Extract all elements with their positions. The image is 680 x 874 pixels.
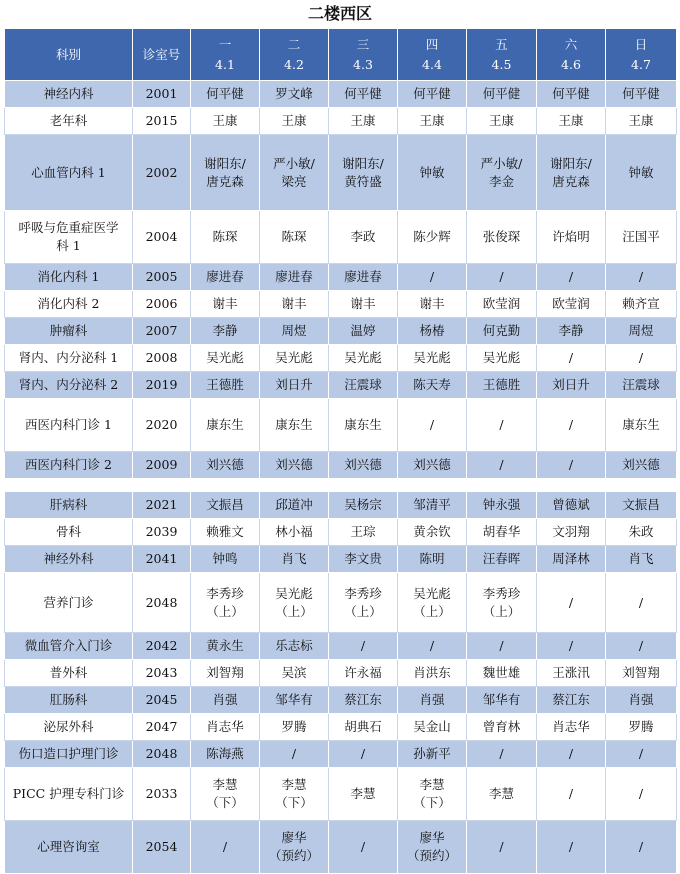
doctor-cell: 邹华有 [260,687,329,714]
doctor-cell: / [606,741,677,768]
table-row [5,546,677,573]
header-date: 4.5 [491,56,512,72]
doctor-cell: 汪国平 [606,211,677,264]
doctor-cell: 严小敏/ 李金 [467,135,537,211]
doctor-cell: 刘日升 [537,372,606,399]
doctor-cell: / [606,345,677,372]
doctor-cell: 刘兴德 [260,452,329,479]
room-cell: 2033 [133,768,191,821]
table-row [5,108,677,135]
doctor-cell: 许焰明 [537,211,606,264]
doctor-cell: 吴杨宗 [329,492,398,519]
doctor-cell: 陈明 [398,546,467,573]
doctor-cell: / [537,573,606,633]
doctor-cell: 李静 [191,318,260,345]
doctor-cell: 吴光彪 （上） [398,573,467,633]
doctor-cell: 温婷 [329,318,398,345]
dept-cell: 伤口造口护理门诊 [5,741,133,768]
table-row [5,211,677,264]
dept-cell: 肛肠科 [5,687,133,714]
doctor-cell: 钟敏 [606,135,677,211]
table-row [5,768,677,821]
header-dept: 科别 [5,29,133,81]
doctor-cell: 肖洪东 [398,660,467,687]
header-day: 六 [564,36,578,52]
doctor-cell: 肖强 [606,687,677,714]
doctor-cell: / [329,633,398,660]
table-row [5,573,677,633]
doctor-cell: / [398,399,467,452]
doctor-cell: 谢阳东/ 黄符盛 [329,135,398,211]
doctor-cell: 李秀珍 （上） [467,573,537,633]
header-day: 一 [218,36,232,52]
doctor-cell: 吴滨 [260,660,329,687]
doctor-cell: 魏世雄 [467,660,537,687]
doctor-cell: 罗腾 [260,714,329,741]
doctor-cell: 朱政 [606,519,677,546]
doctor-cell: / [467,264,537,291]
table-row [5,345,677,372]
table-row [5,399,677,452]
room-cell: 2006 [133,291,191,318]
doctor-cell: 肖强 [191,687,260,714]
doctor-cell: / [467,821,537,874]
doctor-cell: 欧莹润 [467,291,537,318]
dept-cell: 老年科 [5,108,133,135]
doctor-cell: 陈琛 [191,211,260,264]
doctor-cell: 廖华 （预约） [398,821,467,874]
header-day-col [606,29,677,81]
doctor-cell: 谢阳东/ 唐克森 [191,135,260,211]
doctor-cell: 刘兴德 [329,452,398,479]
table-row [5,687,677,714]
header-day-col [191,29,260,81]
doctor-cell: 王德胜 [191,372,260,399]
header-date: 4.4 [422,56,442,72]
table-row [5,318,677,345]
doctor-cell: / [467,633,537,660]
table-row [5,633,677,660]
doctor-cell: / [260,741,329,768]
doctor-cell: 孙新平 [398,741,467,768]
doctor-cell: 邹清平 [398,492,467,519]
dept-cell: 普外科 [5,660,133,687]
doctor-cell: 林小福 [260,519,329,546]
room-cell: 2048 [133,741,191,768]
doctor-cell: / [467,399,537,452]
room-cell: 2045 [133,687,191,714]
doctor-cell: 陈琛 [260,211,329,264]
page-title: 二楼西区 [307,4,372,23]
doctor-cell: 李慧 （下） [191,768,260,821]
room-cell: 2004 [133,211,191,264]
doctor-cell: 王康 [606,108,677,135]
doctor-cell: 汪震球 [606,372,677,399]
room-cell: 2020 [133,399,191,452]
doctor-cell: 李慧 [329,768,398,821]
doctor-cell: 谢丰 [398,291,467,318]
doctor-cell: 刘兴德 [606,452,677,479]
room-cell: 2054 [133,821,191,874]
doctor-cell: / [398,264,467,291]
room-cell: 2019 [133,372,191,399]
doctor-cell: 王康 [329,108,398,135]
doctor-cell: 乐志标 [260,633,329,660]
header-day: 二 [287,36,301,52]
room-cell: 2001 [133,81,191,108]
schedule-table-upper [4,28,677,479]
doctor-cell: 王琮 [329,519,398,546]
doctor-cell: 李秀珍 （上） [191,573,260,633]
doctor-cell: 康东生 [260,399,329,452]
header-row [5,29,677,81]
doctor-cell: 谢丰 [329,291,398,318]
header-room: 诊室号 [133,29,191,81]
dept-cell: 心理咨询室 [5,821,133,874]
dept-cell: 微血管介入门诊 [5,633,133,660]
header-day: 三 [356,36,370,52]
doctor-cell: / [606,633,677,660]
room-cell: 2041 [133,546,191,573]
dept-cell: 神经外科 [5,546,133,573]
doctor-cell: / [467,452,537,479]
doctor-cell: / [537,821,606,874]
doctor-cell: / [537,633,606,660]
doctor-cell: 王康 [467,108,537,135]
header-day: 日 [634,36,648,52]
doctor-cell: 罗文峰 [260,81,329,108]
room-cell: 2042 [133,633,191,660]
doctor-cell: / [537,452,606,479]
doctor-cell: 赖齐宣 [606,291,677,318]
doctor-cell: 邱道冲 [260,492,329,519]
doctor-cell: 文羽翔 [537,519,606,546]
doctor-cell: 张俊琛 [467,211,537,264]
doctor-cell: 李文贵 [329,546,398,573]
doctor-cell: / [606,573,677,633]
doctor-cell: 何平健 [329,81,398,108]
table-row [5,660,677,687]
doctor-cell: 严小敏/ 梁亮 [260,135,329,211]
dept-cell: 消化内科 1 [5,264,133,291]
header-day: 四 [425,36,439,52]
doctor-cell: / [537,345,606,372]
doctor-cell: 何平健 [606,81,677,108]
room-cell: 2009 [133,452,191,479]
doctor-cell: / [329,741,398,768]
doctor-cell: 胡春华 [467,519,537,546]
doctor-cell: 陈少辉 [398,211,467,264]
doctor-cell: / [537,768,606,821]
dept-cell: 西医内科门诊 1 [5,399,133,452]
header-day-col [467,29,537,81]
table-row [5,519,677,546]
doctor-cell: / [329,821,398,874]
doctor-cell: 钟鸣 [191,546,260,573]
doctor-cell: 康东生 [329,399,398,452]
doctor-cell: 吴光彪 [260,345,329,372]
doctor-cell: / [606,264,677,291]
dept-cell: 消化内科 2 [5,291,133,318]
doctor-cell: / [467,741,537,768]
doctor-cell: 胡典石 [329,714,398,741]
doctor-cell: 黄余钦 [398,519,467,546]
doctor-cell: 廖进春 [329,264,398,291]
doctor-cell: 邹华有 [467,687,537,714]
room-cell: 2015 [133,108,191,135]
doctor-cell: 谢丰 [191,291,260,318]
doctor-cell: 蔡江东 [537,687,606,714]
room-cell: 2043 [133,660,191,687]
doctor-cell: 何平健 [537,81,606,108]
doctor-cell: 王德胜 [467,372,537,399]
doctor-cell: 赖雅文 [191,519,260,546]
doctor-cell: 王康 [260,108,329,135]
doctor-cell: 蔡江东 [329,687,398,714]
doctor-cell: 吴光彪 [467,345,537,372]
doctor-cell: 李政 [329,211,398,264]
doctor-cell: 钟敏 [398,135,467,211]
doctor-cell: 文振昌 [606,492,677,519]
doctor-cell: 王康 [398,108,467,135]
doctor-cell: 廖进春 [191,264,260,291]
doctor-cell: 汪震球 [329,372,398,399]
dept-cell: 肿瘤科 [5,318,133,345]
dept-cell: 呼吸与危重症医学 科 1 [5,211,133,264]
dept-cell: 泌尿外科 [5,714,133,741]
doctor-cell: 何克勤 [467,318,537,345]
room-cell: 2048 [133,573,191,633]
table-row [5,291,677,318]
doctor-cell: 刘兴德 [191,452,260,479]
dept-cell: 心血管内科 1 [5,135,133,211]
doctor-cell: 陈天寿 [398,372,467,399]
room-cell: 2002 [133,135,191,211]
table-row [5,452,677,479]
doctor-cell: 李慧 [467,768,537,821]
table-row [5,81,677,108]
doctor-cell: 吴光彪 [191,345,260,372]
doctor-cell: 欧莹润 [537,291,606,318]
doctor-cell: / [606,821,677,874]
doctor-cell: 文振昌 [191,492,260,519]
header-date: 4.1 [215,56,235,72]
doctor-cell: / [606,768,677,821]
doctor-cell: 吴光彪 [398,345,467,372]
dept-cell: PICC 护理专科门诊 [5,768,133,821]
doctor-cell: 廖华 （预约） [260,821,329,874]
doctor-cell: 刘兴德 [398,452,467,479]
doctor-cell: / [537,264,606,291]
doctor-cell: / [191,821,260,874]
dept-cell: 神经内科 [5,81,133,108]
doctor-cell: 许永福 [329,660,398,687]
table-row [5,372,677,399]
dept-cell: 西医内科门诊 2 [5,452,133,479]
doctor-cell: / [537,741,606,768]
doctor-cell: 周煜 [606,318,677,345]
dept-cell: 肝病科 [5,492,133,519]
doctor-cell: 李静 [537,318,606,345]
header-date: 4.2 [284,56,304,72]
header-day-col [398,29,467,81]
doctor-cell: 陈海燕 [191,741,260,768]
room-cell: 2007 [133,318,191,345]
dept-cell: 骨科 [5,519,133,546]
doctor-cell: 罗腾 [606,714,677,741]
doctor-cell: 曾育林 [467,714,537,741]
header-day: 五 [495,36,508,52]
doctor-cell: 何平健 [398,81,467,108]
schedule-table-lower [4,491,677,874]
doctor-cell: 刘智翔 [606,660,677,687]
header-day-col [537,29,606,81]
doctor-cell: 周泽林 [537,546,606,573]
doctor-cell: / [537,399,606,452]
doctor-cell: 李慧 （下） [260,768,329,821]
doctor-cell: 吴金山 [398,714,467,741]
doctor-cell: 廖进春 [260,264,329,291]
doctor-cell: 刘日升 [260,372,329,399]
doctor-cell: 谢阳东/ 唐克森 [537,135,606,211]
doctor-cell: 康东生 [191,399,260,452]
table-row [5,492,677,519]
table-row [5,741,677,768]
doctor-cell: 杨椿 [398,318,467,345]
doctor-cell: 李秀珍 （上） [329,573,398,633]
header-date: 4.6 [561,56,581,72]
dept-cell: 肾内、内分泌科 1 [5,345,133,372]
doctor-cell: 周煜 [260,318,329,345]
doctor-cell: 吴光彪 [329,345,398,372]
doctor-cell: 刘智翔 [191,660,260,687]
dept-cell: 肾内、内分泌科 2 [5,372,133,399]
doctor-cell: 王涨汛 [537,660,606,687]
doctor-cell: 肖飞 [260,546,329,573]
doctor-cell: 何平健 [191,81,260,108]
room-cell: 2008 [133,345,191,372]
doctor-cell: 汪春晖 [467,546,537,573]
doctor-cell: 肖强 [398,687,467,714]
doctor-cell: 何平健 [467,81,537,108]
doctor-cell: 曾德斌 [537,492,606,519]
doctor-cell: 谢丰 [260,291,329,318]
doctor-cell: 康东生 [606,399,677,452]
doctor-cell: 肖飞 [606,546,677,573]
header-day-col [260,29,329,81]
dept-cell: 营养门诊 [5,573,133,633]
header-date: 4.7 [631,56,651,72]
doctor-cell: 肖志华 [537,714,606,741]
room-cell: 2039 [133,519,191,546]
doctor-cell: 肖志华 [191,714,260,741]
table-row [5,821,677,874]
header-day-col [329,29,398,81]
doctor-cell: 王康 [537,108,606,135]
doctor-cell: 李慧 （下） [398,768,467,821]
room-cell: 2047 [133,714,191,741]
doctor-cell: 王康 [191,108,260,135]
table-row [5,264,677,291]
doctor-cell: 钟永强 [467,492,537,519]
table-row [5,135,677,211]
doctor-cell: 吴光彪 （上） [260,573,329,633]
room-cell: 2021 [133,492,191,519]
doctor-cell: / [398,633,467,660]
room-cell: 2005 [133,264,191,291]
table-row [5,714,677,741]
doctor-cell: 黄永生 [191,633,260,660]
header-date: 4.3 [353,56,373,72]
